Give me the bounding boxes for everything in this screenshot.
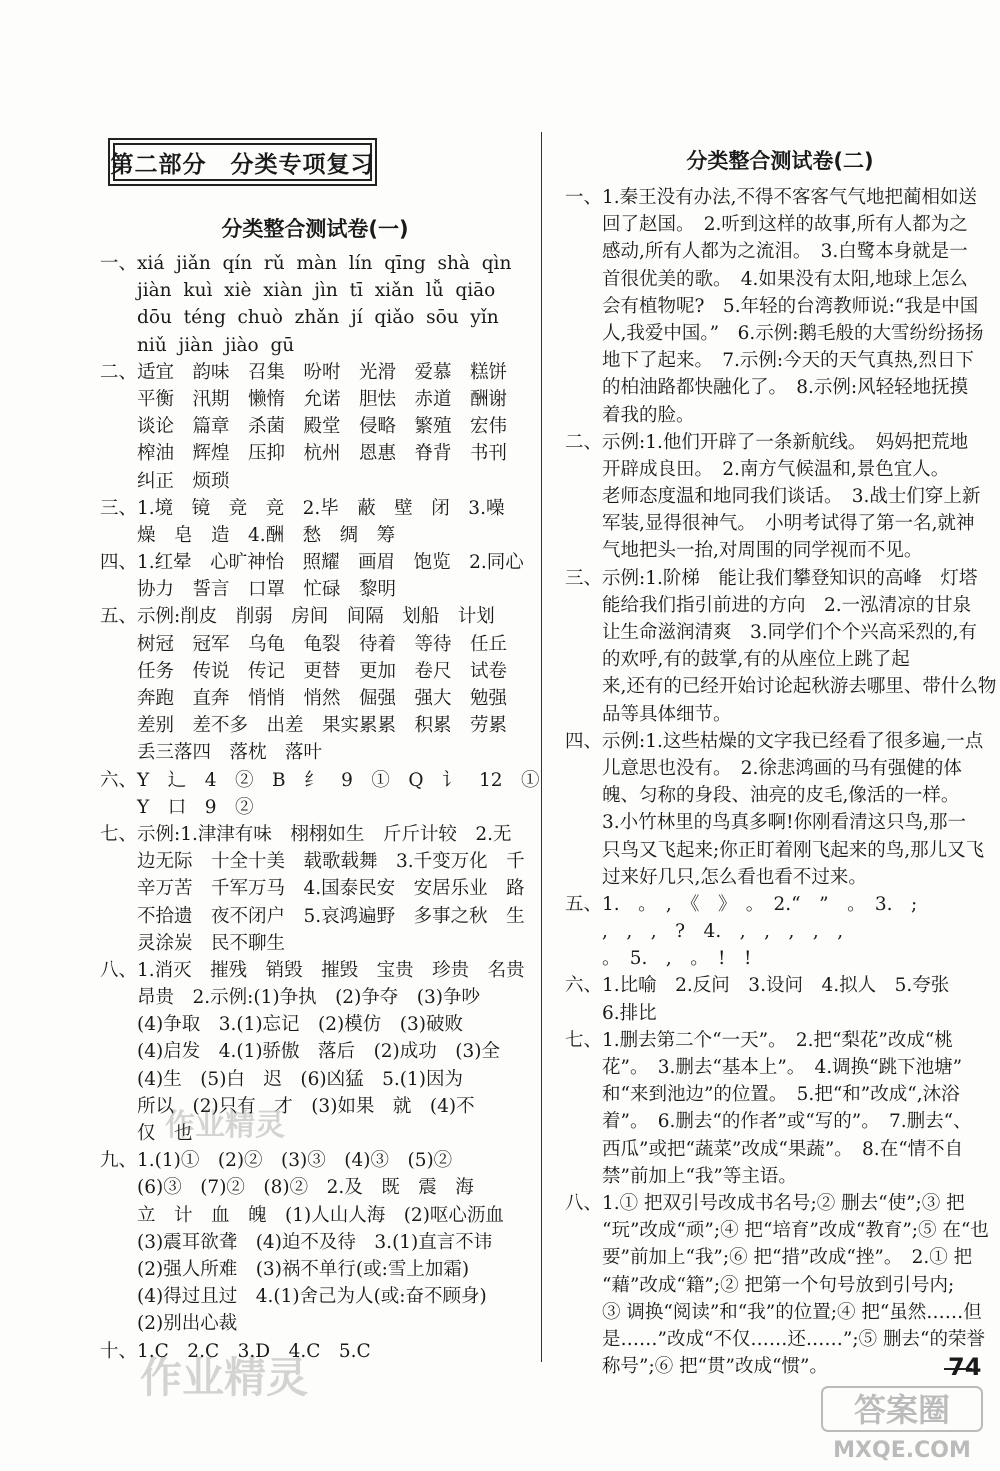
answer-line: 感动,所有人都为之流泪。 3.白鹭本身就是一 bbox=[565, 241, 968, 263]
answer-line: , , , ? 4. , , , , , bbox=[565, 921, 844, 943]
column-divider bbox=[541, 132, 542, 1362]
answer-line: 人,我爱中国。” 6.示例:鹅毛般的大雪纷纷扬扬 bbox=[565, 322, 984, 344]
answer-line: 平衡 汛期 懒惰 允诺 胆怯 赤道 酬谢 bbox=[100, 388, 508, 410]
answer-line: 七、示例:1.津津有味 栩栩如生 斤斤计较 2.无 bbox=[100, 823, 512, 845]
answer-line: 二、适宜 韵味 召集 吩咐 光滑 爱慕 糕饼 bbox=[100, 361, 508, 383]
section-banner bbox=[108, 138, 377, 186]
answer-line: 开辟成良田。 2.南方气候温和,景色宜人。 bbox=[565, 458, 950, 480]
answer-line: 儿意思也没有。 2.徐悲鸿画的马有强健的体 bbox=[565, 757, 962, 779]
watermark: 作业精灵 bbox=[165, 1108, 285, 1143]
answer-line: Y 口 9 ② bbox=[100, 796, 254, 818]
answer-line: 仅 也 bbox=[100, 1123, 193, 1144]
answer-line: (4)争取 3.(1)忘记 (2)模仿 (3)破败 bbox=[100, 1014, 463, 1036]
answer-line: 首很优美的歌。 4.如果没有太阳,地球上怎么 bbox=[565, 268, 968, 290]
answer-line: 丢三落四 落枕 落叶 bbox=[100, 742, 323, 764]
answer-line: 八、1.① 把双引号改成书名号;② 删去“使”;③ 把 bbox=[565, 1192, 965, 1214]
answer-line: 3.小竹林里的鸟真多啊!你刚看清这只鸟,那一 bbox=[565, 812, 966, 834]
answer-line: 要”前加上“我”;⑥ 把“措”改成“挫”。 2.① 把 bbox=[565, 1247, 973, 1269]
answer-line: 差别 差不多 出差 果实累累 积累 劳累 bbox=[100, 715, 508, 737]
answer-line: 。 5. , 。 ! ! bbox=[565, 948, 752, 970]
answer-line: (2)强人所难 (3)祸不单行(或:雪上加霜) bbox=[100, 1258, 470, 1280]
answer-line: 奔跑 直奔 悄悄 悄然 倔强 强大 勉强 bbox=[100, 688, 508, 709]
answer-line: jiàn kuì xiè xiàn jìn tī xiǎn lǚ qiāo bbox=[100, 280, 496, 302]
answer-line: 谈论 篇章 杀菌 殿堂 侵略 繁殖 宏伟 bbox=[100, 416, 508, 438]
answer-line: 让生命滋润清爽 3.同学们个个兴高采烈的,有 bbox=[565, 622, 978, 643]
right-answer-lines bbox=[565, 184, 997, 1380]
site-logo bbox=[820, 1385, 990, 1465]
answer-line: “玩”改成“顽”;④ 把“培育”改成“教育”;⑤ 在“也 bbox=[565, 1220, 989, 1242]
left-answer-lines bbox=[100, 250, 540, 1365]
answer-line: 辛万苦 千军万马 4.国泰民安 安居乐业 路 bbox=[100, 878, 525, 900]
answer-line: 和“来到池边”的位置。 5.把“和”改成“,沐浴 bbox=[565, 1084, 960, 1106]
answer-line: 来,还有的已经开始讨论起秋游去哪里、带什么物 bbox=[565, 676, 997, 698]
answer-line: 任务 传说 传记 更替 更加 卷尺 试卷 bbox=[100, 660, 508, 682]
answer-line: 着我的脸。 bbox=[565, 404, 695, 426]
answer-line: 三、1.境 镜 竞 竞 2.毕 蔽 壁 闭 3.噪 bbox=[100, 497, 505, 519]
answer-line: 榨油 辉煌 压抑 杭州 恩惠 脊背 书刊 bbox=[100, 443, 508, 465]
answer-line: 协力 誓言 口罩 忙碌 黎明 bbox=[100, 579, 397, 601]
answer-line: 过来好几只,怎么看也看不过来。 bbox=[565, 866, 867, 888]
answer-line: 地下了起来。 7.示例:今天的天气真热,烈日下 bbox=[565, 350, 975, 372]
logo-text: 答案圈 bbox=[853, 1391, 951, 1429]
answer-line: 二、示例:1.他们开辟了一条新航线。 妈妈把荒地 bbox=[565, 431, 969, 453]
logo-url: MXQE.COM bbox=[833, 1438, 971, 1463]
answer-line: (4)得过且过 4.(1)舍己为人(或:奋不顾身) bbox=[100, 1286, 487, 1308]
answer-line: 不拾遗 夜不闭户 5.哀鸿遍野 多事之秋 生 bbox=[100, 905, 525, 927]
answer-line: (4)启发 4.(1)骄傲 落后 (2)成功 (3)全 bbox=[100, 1041, 500, 1063]
answer-line: 品等具体细节。 bbox=[565, 703, 732, 725]
answer-line: 五、1. 。 , 《 》 。 2.“ ” 。 3. ; bbox=[565, 893, 918, 915]
answer-line: 五、示例:削皮 削弱 房间 间隔 划船 计划 bbox=[100, 606, 495, 628]
answer-line: 四、示例:1.这些枯燥的文字我已经看了很多遍,一点 bbox=[565, 730, 984, 752]
answer-line: 的柏油路都快融化了。 8.示例:风轻轻地抚摸 bbox=[565, 377, 969, 399]
answer-line: 称号”;⑥ 把“贯”改成“惯”。 bbox=[565, 1356, 828, 1378]
answer-line: 七、1.删去第二个“一天”。 2.把“梨花”改成“桃 bbox=[565, 1029, 953, 1051]
answer-line: 花”。 3.删去“基本上”。 4.调换“跳下池塘” bbox=[565, 1057, 963, 1078]
answer-line: niǔ jiàn jiào gū bbox=[100, 334, 295, 356]
answer-line: 能给我们指引前进的方向 2.一泓清凉的甘泉 bbox=[565, 594, 972, 616]
answer-line: 树冠 冠军 乌龟 龟裂 待着 等待 任丘 bbox=[100, 633, 508, 655]
answer-line: 禁”前加上“我”等主语。 bbox=[565, 1165, 797, 1187]
answer-line: 昂贵 2.示例:(1)争执 (2)争夺 (3)争吵 bbox=[100, 987, 481, 1009]
answer-line: 一、1.秦王没有办法,不得不客客气气地把蔺相如送 bbox=[565, 187, 978, 208]
answer-line: 只鸟又飞起来;你正盯着刚飞起来的鸟,那儿又飞 bbox=[565, 839, 985, 861]
answer-line: 的欢呼,有的鼓掌,有的从座位上跳了起 bbox=[565, 649, 910, 671]
answer-line: 魄、匀称的身段、油亮的皮毛,像活的一样。 bbox=[565, 785, 960, 807]
answer-line: (2)别出心裁 bbox=[100, 1313, 238, 1335]
answer-line: 六、Y 辶 4 ② B 纟 9 ① Q 讠 12 ① bbox=[100, 769, 540, 791]
section-banner-label: 第二部分 分类专项复习 bbox=[110, 151, 375, 178]
answer-line: 军装,显得很神气。 小明考试得了第一名,就神 bbox=[565, 513, 975, 535]
answer-line: 九、1.(1)① (2)② (3)③ (4)③ (5)② bbox=[100, 1150, 453, 1172]
answer-line: dōu téng chuò zhǎn jí qiǎo sōu yǐn bbox=[100, 307, 499, 329]
answer-line: 是……”改成“不仅……还……”;⑤ 删去“的荣誉 bbox=[565, 1328, 985, 1350]
answer-line: 四、1.红晕 心旷神怡 照耀 画眉 饱览 2.同心 bbox=[100, 552, 524, 574]
answer-line: ③ 调换“阅读”和“我”的位置;④ 把“虽然……但 bbox=[565, 1301, 982, 1323]
answer-line: 所以 (2)只有 才 (3)如果 就 (4)不 bbox=[100, 1095, 475, 1117]
answer-line: 6.排比 bbox=[565, 1002, 657, 1024]
answer-line: (6)③ (7)② (8)② 2.及 既 震 海 bbox=[100, 1177, 474, 1199]
answer-line: 西瓜”或把“蔬菜”改成“果蔬”。 8.在“情不自 bbox=[565, 1138, 964, 1160]
answer-line: 气地把头一抬,对周围的同学视而不见。 bbox=[565, 540, 923, 562]
page-number: 74 bbox=[948, 1353, 982, 1381]
left-test-title: 分类整合测试卷(一) bbox=[221, 217, 409, 241]
answer-line: 燥 皂 造 4.酬 愁 绸 筹 bbox=[100, 524, 396, 546]
answer-line: 着”。 6.删去“的作者”或“写的”。 7.删去“、 bbox=[565, 1111, 972, 1133]
answer-line: 纠正 烦琐 bbox=[100, 470, 230, 492]
answer-line: 十、1.C 2.C 3.D 4.C 5.C bbox=[100, 1340, 371, 1362]
answer-line: (4)生 (5)白 迟 (6)凶猛 5.(1)因为 bbox=[100, 1068, 463, 1090]
answer-line: 回了赵国。 2.听到这样的故事,所有人都为之 bbox=[565, 214, 968, 236]
answer-line: 会有植物呢? 5.年轻的台湾教师说:“我是中国 bbox=[565, 295, 979, 317]
answer-line: 灵涂炭 民不聊生 bbox=[100, 932, 286, 954]
answer-line: 老师态度温和地同我们谈话。 3.战士们穿上新 bbox=[565, 486, 981, 508]
logo-graphic bbox=[820, 1385, 990, 1465]
answer-line: “藉”改成“籍”;② 把第一个句号放到引号内; bbox=[565, 1274, 955, 1296]
answer-line: 六、1.比喻 2.反问 3.设问 4.拟人 5.夸张 bbox=[565, 975, 950, 997]
answer-line: 边无际 十全十美 载歌载舞 3.千变万化 千 bbox=[100, 851, 525, 873]
watermark: 作业精灵 bbox=[140, 1353, 309, 1402]
answer-line: 一、xiá jiǎn qín rǔ màn lín qīng shà qìn bbox=[100, 253, 512, 274]
answer-line: 八、1.消灭 摧残 销毁 摧毁 宝贵 珍贵 名贵 bbox=[100, 959, 525, 981]
answer-line: 立 计 血 魄 (1)人山人海 (2)呕心沥血 bbox=[100, 1204, 504, 1226]
answer-line: 三、示例:1.阶梯 能让我们攀登知识的高峰 灯塔 bbox=[565, 567, 978, 589]
answer-line: (3)震耳欲聋 (4)迫不及待 3.(1)直言不讳 bbox=[100, 1231, 493, 1253]
right-test-title: 分类整合测试卷(二) bbox=[686, 149, 874, 173]
